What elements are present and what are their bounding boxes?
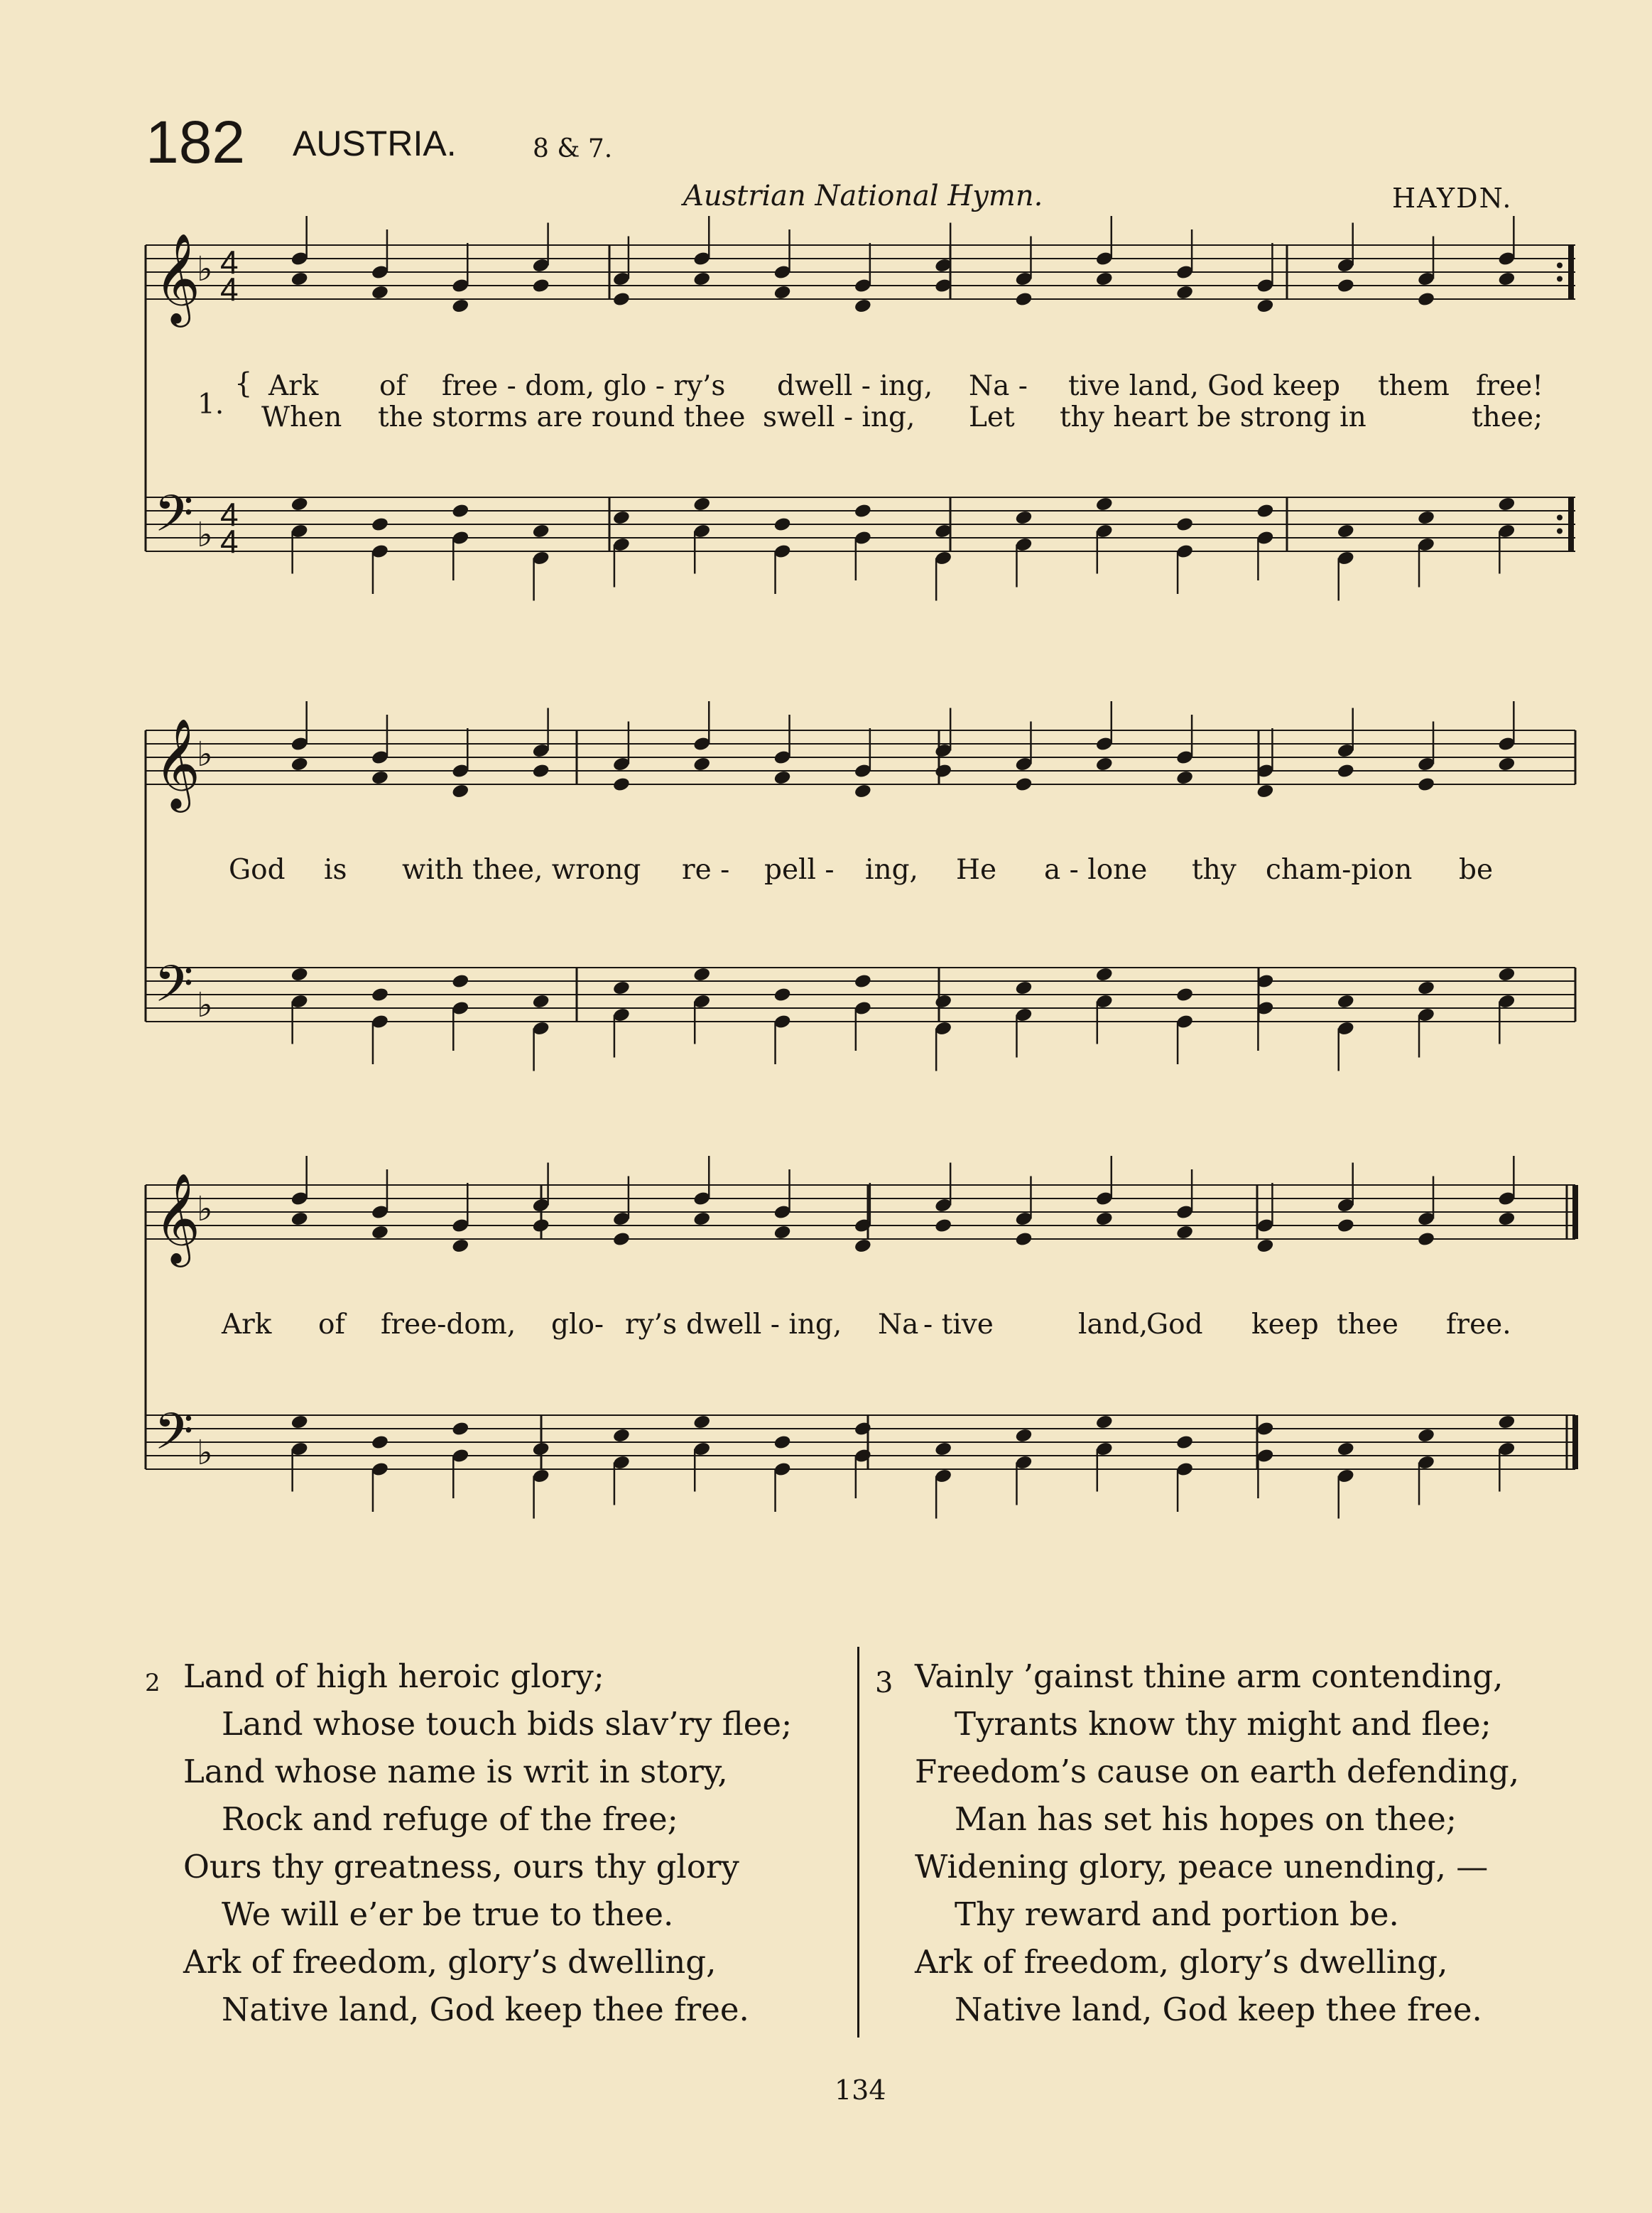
- lyric-syllable: Ark: [222, 1309, 272, 1341]
- note-head: [532, 1218, 550, 1234]
- note-head: [1337, 1441, 1355, 1457]
- composer: HAYDN.: [1392, 183, 1513, 214]
- verse-line: Tyrants know thy might and flee;: [955, 1705, 1491, 1743]
- note-head: [532, 523, 550, 539]
- repeat-dot: [1557, 276, 1563, 282]
- lyric-syllable: pell -: [764, 854, 835, 886]
- key-signature-flat: ♭: [197, 515, 213, 555]
- note-head: [1417, 777, 1435, 793]
- lyric-syllable: free-dom,: [381, 1309, 516, 1341]
- note-head: [1337, 1218, 1355, 1234]
- note-head: [371, 284, 389, 301]
- column-divider: [857, 1647, 859, 2038]
- note-head: [1497, 1211, 1516, 1227]
- note-head: [612, 1231, 631, 1248]
- note-head: [1417, 1427, 1435, 1444]
- verse-line: Widening glory, peace unending, —: [915, 1848, 1489, 1885]
- time-signature-numerator: 4: [220, 496, 239, 533]
- note-head: [1337, 523, 1355, 539]
- lyric-syllable: dwell - ing,: [686, 1309, 842, 1341]
- note-head: [371, 987, 389, 1003]
- note-head: [451, 503, 469, 519]
- page-number: 134: [835, 2074, 886, 2106]
- verse-line: Ours thy greatness, ours thy glory: [183, 1848, 739, 1885]
- note-head: [371, 516, 389, 533]
- lyric-syllable: them: [1378, 370, 1450, 402]
- note-head: [1497, 1414, 1516, 1430]
- bass-clef-icon: 𝄢: [154, 1402, 194, 1473]
- note-head: [1256, 503, 1274, 519]
- lyric-syllable: thy: [1192, 854, 1237, 886]
- lyric-syllable: free - dom, glo - ry’s: [442, 370, 726, 402]
- note-head: [290, 966, 309, 983]
- note-head: [1337, 763, 1355, 779]
- note-head: [532, 993, 550, 1010]
- note-head: [532, 763, 550, 779]
- treble-clef-icon: 𝄞: [154, 232, 201, 323]
- lyric-syllable: re -: [682, 854, 730, 886]
- note-head: [1175, 1224, 1194, 1240]
- verse-line: Land whose touch bids slav’ry flee;: [222, 1705, 793, 1743]
- note-head: [1256, 298, 1274, 314]
- lyric-syllable: - tive: [923, 1309, 994, 1341]
- key-signature-flat: ♭: [197, 735, 213, 774]
- brace-glyph: {: [234, 367, 253, 400]
- note-head: [692, 966, 711, 983]
- note-head: [1095, 756, 1114, 772]
- note-head: [612, 1427, 631, 1444]
- bass-clef-icon: 𝄢: [154, 955, 194, 1026]
- tune-name: AUSTRIA.: [293, 124, 457, 163]
- note-head: [451, 783, 469, 799]
- verse-marker: 1.: [197, 389, 224, 421]
- subtitle: Austrian National Hymn.: [683, 180, 1043, 212]
- verse-line: Native land, God keep thee free.: [955, 1991, 1482, 2028]
- time-signature-denominator: 4: [220, 271, 239, 308]
- note-head: [854, 783, 872, 799]
- note-head: [1014, 509, 1033, 526]
- lyric-syllable: thy heart be strong in: [1060, 401, 1366, 433]
- note-head: [1497, 271, 1516, 287]
- note-head: [773, 284, 791, 301]
- note-head: [290, 1211, 309, 1227]
- note-head: [773, 769, 791, 786]
- note-head: [1417, 980, 1435, 996]
- note-head: [1256, 1238, 1274, 1254]
- lyric-syllable: tive land, God keep: [1068, 370, 1341, 402]
- note-head: [692, 271, 711, 287]
- lyric-syllable: Na: [878, 1309, 919, 1341]
- note-head: [1417, 291, 1435, 308]
- lyric-syllable: dwell - ing,: [777, 370, 933, 402]
- note-head: [1014, 980, 1033, 996]
- note-head: [692, 1414, 711, 1430]
- note-head: [612, 291, 631, 308]
- note-head: [854, 1421, 872, 1437]
- note-head: [451, 973, 469, 990]
- note-head: [290, 756, 309, 772]
- verse-line: Native land, God keep thee free.: [222, 1991, 749, 2028]
- lyric-syllable: Na -: [969, 370, 1028, 402]
- note-head: [854, 1238, 872, 1254]
- lyric-syllable: is: [324, 854, 347, 886]
- note-head: [1417, 509, 1435, 526]
- note-head: [1014, 777, 1033, 793]
- lyric-syllable: God: [229, 854, 286, 886]
- note-head: [1095, 496, 1114, 512]
- note-head: [692, 496, 711, 512]
- lyric-syllable: free.: [1446, 1309, 1511, 1341]
- note-head: [371, 1224, 389, 1240]
- note-head: [451, 1238, 469, 1254]
- lyric-syllable: of: [318, 1309, 345, 1341]
- note-head: [371, 1434, 389, 1451]
- note-head: [1497, 496, 1516, 512]
- lyric-syllable: Ark: [268, 370, 319, 402]
- note-head: [1256, 1421, 1274, 1437]
- note-head: [854, 973, 872, 990]
- note-head: [1095, 1414, 1114, 1430]
- lyric-syllable: glo-: [551, 1309, 604, 1341]
- note-head: [773, 1224, 791, 1240]
- key-signature-flat: ♭: [197, 1189, 213, 1229]
- verse-line: Freedom’s cause on earth defending,: [915, 1753, 1520, 1790]
- verse-line: Vainly ’gainst thine arm contending,: [915, 1657, 1504, 1695]
- key-signature-flat: ♭: [197, 1433, 213, 1473]
- lyric-syllable: land,: [1078, 1309, 1148, 1341]
- note-head: [854, 503, 872, 519]
- lyric-syllable: Let: [969, 401, 1015, 433]
- verse-line: Man has set his hopes on thee;: [955, 1800, 1457, 1838]
- note-head: [1175, 1434, 1194, 1451]
- note-head: [532, 278, 550, 294]
- repeat-dot: [1557, 263, 1563, 269]
- repeat-dot: [1557, 529, 1563, 534]
- note-head: [1256, 783, 1274, 799]
- verse-line: Land whose name is writ in story,: [183, 1753, 728, 1790]
- hymn-number: 182: [146, 109, 246, 175]
- note-head: [773, 987, 791, 1003]
- verse-line: We will e’er be true to thee.: [222, 1895, 674, 1933]
- note-head: [692, 1211, 711, 1227]
- note-head: [934, 993, 952, 1010]
- note-head: [1337, 278, 1355, 294]
- lyric-syllable: be: [1459, 854, 1494, 886]
- note-head: [1095, 1211, 1114, 1227]
- note-head: [1014, 1231, 1033, 1248]
- verse-line: Rock and refuge of the free;: [222, 1800, 678, 1838]
- treble-clef-icon: 𝄞: [154, 718, 201, 808]
- time-signature-numerator: 4: [220, 244, 239, 281]
- note-head: [1175, 516, 1194, 533]
- note-head: [532, 1441, 550, 1457]
- note-head: [934, 1441, 952, 1457]
- note-head: [612, 980, 631, 996]
- lyric-syllable: swell - ing,: [763, 401, 915, 433]
- note-head: [1095, 966, 1114, 983]
- note-head: [773, 516, 791, 533]
- note-head: [612, 777, 631, 793]
- lyric-syllable: thee;: [1472, 401, 1543, 433]
- note-head: [1337, 993, 1355, 1010]
- verse-line: Thy reward and portion be.: [955, 1895, 1399, 1933]
- note-head: [371, 769, 389, 786]
- treble-clef-icon: 𝄞: [154, 1172, 201, 1263]
- note-head: [1175, 284, 1194, 301]
- note-head: [451, 1421, 469, 1437]
- lyric-syllable: ry’s: [625, 1309, 678, 1341]
- note-head: [451, 298, 469, 314]
- note-head: [1417, 1231, 1435, 1248]
- verse-line: Land of high heroic glory;: [183, 1657, 604, 1695]
- key-signature-flat: ♭: [197, 985, 213, 1025]
- note-head: [1175, 769, 1194, 786]
- note-head: [934, 763, 952, 779]
- bass-clef-icon: 𝄢: [154, 485, 194, 556]
- note-head: [1095, 271, 1114, 287]
- lyric-syllable: ing,: [865, 854, 918, 886]
- note-head: [1014, 291, 1033, 308]
- lyric-syllable: a - lone: [1044, 854, 1148, 886]
- verse-number: 2: [145, 1669, 161, 1697]
- lyric-syllable: When: [261, 401, 342, 433]
- verse-number: 3: [875, 1667, 893, 1699]
- lyric-syllable: cham-pion: [1266, 854, 1413, 886]
- lyric-syllable: free!: [1476, 370, 1543, 402]
- note-head: [1014, 1427, 1033, 1444]
- lyric-syllable: the storms are round thee: [378, 401, 746, 433]
- lyric-syllable: He: [956, 854, 997, 886]
- meter: 8 & 7.: [533, 134, 613, 163]
- note-head: [1175, 987, 1194, 1003]
- verse-line: Ark of freedom, glory’s dwelling,: [183, 1943, 717, 1981]
- lyric-syllable: God: [1146, 1309, 1203, 1341]
- note-head: [290, 496, 309, 512]
- note-head: [934, 1218, 952, 1234]
- verse-line: Ark of freedom, glory’s dwelling,: [915, 1943, 1448, 1981]
- repeat-dot: [1557, 515, 1563, 521]
- note-head: [773, 1434, 791, 1451]
- note-head: [1497, 966, 1516, 983]
- time-signature-denominator: 4: [220, 523, 239, 560]
- lyric-syllable: of: [379, 370, 406, 402]
- key-signature-flat: ♭: [197, 249, 213, 289]
- note-head: [854, 298, 872, 314]
- note-head: [290, 271, 309, 287]
- note-head: [612, 509, 631, 526]
- lyric-syllable: with thee, wrong: [402, 854, 641, 886]
- note-head: [1497, 756, 1516, 772]
- note-head: [692, 756, 711, 772]
- lyric-syllable: keep: [1251, 1309, 1319, 1341]
- lyric-syllable: thee: [1337, 1309, 1398, 1341]
- note-head: [290, 1414, 309, 1430]
